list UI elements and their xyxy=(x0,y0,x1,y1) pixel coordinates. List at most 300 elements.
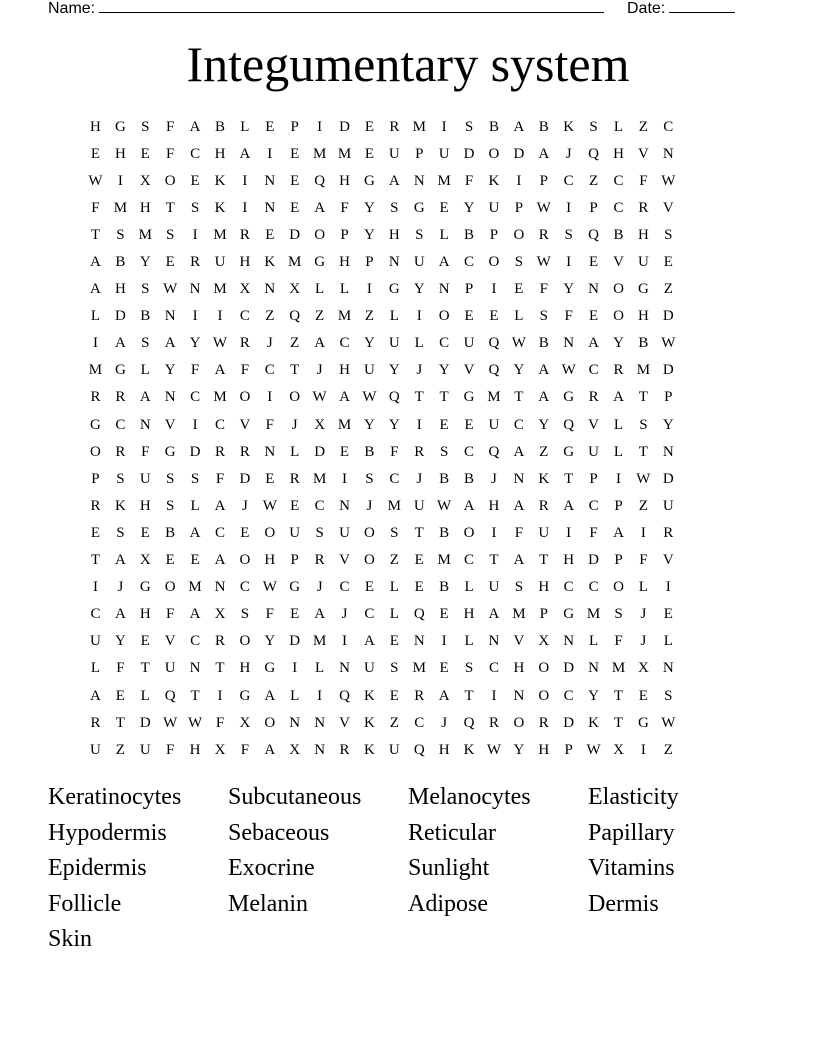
grid-letter[interactable]: U xyxy=(388,335,400,352)
grid-letter[interactable]: A xyxy=(164,335,176,352)
grid-letter[interactable]: F xyxy=(589,524,598,541)
grid-letter[interactable]: M xyxy=(213,226,227,243)
grid-letter[interactable]: C xyxy=(464,552,475,569)
grid-letter[interactable]: E xyxy=(364,579,374,596)
grid-letter[interactable]: X xyxy=(289,281,301,298)
grid-letter[interactable]: U xyxy=(538,524,550,541)
grid-letter[interactable]: S xyxy=(390,199,399,216)
grid-letter[interactable]: M xyxy=(437,172,451,189)
grid-letter[interactable]: B xyxy=(538,118,549,135)
grid-letter[interactable]: H xyxy=(388,226,400,243)
grid-letter[interactable]: J xyxy=(565,145,572,162)
grid-letter[interactable]: S xyxy=(166,470,175,487)
grid-letter[interactable]: G xyxy=(563,443,575,460)
grid-letter[interactable]: B xyxy=(613,226,624,243)
grid-letter[interactable]: C xyxy=(190,145,201,162)
grid-letter[interactable]: A xyxy=(538,389,550,406)
grid-letter[interactable]: S xyxy=(464,660,474,677)
grid-letter[interactable]: E xyxy=(165,254,175,271)
grid-letter[interactable]: I xyxy=(192,416,198,433)
grid-letter[interactable]: E xyxy=(265,226,275,243)
grid-letter[interactable]: Y xyxy=(662,416,674,433)
grid-letter[interactable]: C xyxy=(663,118,674,135)
grid-letter[interactable]: S xyxy=(141,335,150,352)
grid-letter[interactable]: E xyxy=(514,281,524,298)
grid-letter[interactable]: C xyxy=(513,416,524,433)
grid-letter[interactable]: C xyxy=(563,172,574,189)
grid-letter[interactable]: P xyxy=(589,199,598,216)
grid-letter[interactable]: Z xyxy=(539,443,549,460)
grid-letter[interactable]: F xyxy=(166,145,175,162)
grid-letter[interactable]: R xyxy=(239,226,250,243)
grid-letter[interactable]: V xyxy=(463,362,475,379)
grid-letter[interactable]: C xyxy=(488,660,499,677)
grid-letter[interactable]: L xyxy=(290,443,300,460)
grid-letter[interactable]: D xyxy=(289,226,301,243)
grid-letter[interactable]: E xyxy=(190,552,200,569)
grid-letter[interactable]: X xyxy=(314,416,326,433)
grid-letter[interactable]: D xyxy=(314,443,326,460)
grid-letter[interactable]: F xyxy=(240,362,250,379)
grid-letter[interactable]: W xyxy=(536,199,551,216)
grid-letter[interactable]: I xyxy=(342,470,348,487)
grid-letter[interactable]: U xyxy=(588,443,599,460)
grid-letter[interactable]: S xyxy=(116,226,125,243)
grid-letter[interactable]: S xyxy=(141,281,150,298)
grid-letter[interactable]: U xyxy=(139,741,151,758)
grid-letter[interactable]: C xyxy=(613,172,624,189)
grid-letter[interactable]: A xyxy=(114,335,126,352)
grid-letter[interactable]: O xyxy=(513,226,525,243)
grid-letter[interactable]: P xyxy=(564,741,573,758)
grid-letter[interactable]: S xyxy=(639,416,648,433)
grid-letter[interactable]: A xyxy=(588,335,599,352)
grid-letter[interactable]: U xyxy=(488,579,500,596)
grid-letter[interactable]: E xyxy=(140,524,150,541)
grid-letter[interactable]: I xyxy=(416,308,422,325)
grid-letter[interactable]: E xyxy=(588,254,599,271)
grid-letter[interactable]: B xyxy=(439,579,450,596)
grid-letter[interactable]: M xyxy=(512,606,526,623)
grid-letter[interactable]: N xyxy=(164,308,176,325)
grid-letter[interactable]: A xyxy=(264,741,276,758)
grid-letter[interactable]: C xyxy=(464,254,475,271)
grid-letter[interactable]: J xyxy=(366,497,373,514)
grid-letter[interactable]: U xyxy=(164,660,176,677)
grid-letter[interactable]: U xyxy=(637,254,649,271)
grid-letter[interactable]: L xyxy=(613,443,624,460)
grid-letter[interactable]: O xyxy=(164,172,176,189)
grid-letter[interactable]: Q xyxy=(563,416,575,433)
grid-letter[interactable]: I xyxy=(441,118,447,135)
grid-letter[interactable]: A xyxy=(613,524,624,541)
grid-letter[interactable]: F xyxy=(215,470,225,487)
grid-letter[interactable]: S xyxy=(539,308,548,325)
grid-letter[interactable]: I xyxy=(516,172,522,189)
grid-letter[interactable]: A xyxy=(314,199,326,216)
grid-letter[interactable]: D xyxy=(588,552,599,569)
grid-letter[interactable]: B xyxy=(464,226,475,243)
grid-letter[interactable]: R xyxy=(638,199,649,216)
grid-letter[interactable]: C xyxy=(214,524,225,541)
grid-letter[interactable]: B xyxy=(464,470,475,487)
grid-letter[interactable]: X xyxy=(538,633,550,650)
grid-letter[interactable]: E xyxy=(265,470,275,487)
grid-letter[interactable]: E xyxy=(638,687,648,704)
grid-letter[interactable]: V xyxy=(662,552,674,569)
grid-letter[interactable]: W xyxy=(661,714,676,731)
grid-letter[interactable]: L xyxy=(90,660,101,677)
grid-letter[interactable]: H xyxy=(488,497,500,514)
grid-letter[interactable]: O xyxy=(239,633,251,650)
grid-letter[interactable]: F xyxy=(390,443,399,460)
grid-letter[interactable]: P xyxy=(614,552,623,569)
grid-letter[interactable]: R xyxy=(339,741,350,758)
grid-letter[interactable]: H xyxy=(339,172,350,189)
grid-letter[interactable]: N xyxy=(588,660,599,677)
grid-letter[interactable]: E xyxy=(588,308,599,325)
grid-letter[interactable]: L xyxy=(389,308,399,325)
grid-letter[interactable]: E xyxy=(464,416,474,433)
grid-letter[interactable]: V xyxy=(662,199,674,216)
grid-letter[interactable]: E xyxy=(190,172,200,189)
grid-letter[interactable]: V xyxy=(513,633,525,650)
grid-letter[interactable]: F xyxy=(539,281,548,298)
grid-letter[interactable]: B xyxy=(214,118,225,135)
grid-letter[interactable]: O xyxy=(289,389,301,406)
grid-letter[interactable]: I xyxy=(615,470,621,487)
grid-letter[interactable]: Y xyxy=(563,281,575,298)
grid-letter[interactable]: T xyxy=(140,660,150,677)
grid-letter[interactable]: M xyxy=(138,226,152,243)
grid-letter[interactable]: S xyxy=(439,443,449,460)
grid-letter[interactable]: Y xyxy=(513,741,525,758)
grid-letter[interactable]: N xyxy=(314,741,326,758)
grid-letter[interactable]: K xyxy=(538,470,550,487)
grid-letter[interactable]: P xyxy=(415,145,424,162)
grid-letter[interactable]: F xyxy=(639,172,648,189)
grid-letter[interactable]: E xyxy=(265,118,275,135)
grid-letter[interactable]: D xyxy=(239,470,251,487)
grid-letter[interactable]: H xyxy=(339,254,350,271)
grid-letter[interactable]: F xyxy=(91,199,100,216)
grid-letter[interactable]: S xyxy=(116,524,125,541)
grid-letter[interactable]: G xyxy=(364,172,375,189)
grid-letter[interactable]: N xyxy=(264,443,276,460)
grid-letter[interactable]: C xyxy=(339,335,350,352)
grid-letter[interactable]: C xyxy=(364,606,375,623)
grid-letter[interactable]: A xyxy=(438,687,450,704)
grid-letter[interactable]: F xyxy=(639,552,648,569)
grid-letter[interactable]: W xyxy=(163,714,178,731)
grid-letter[interactable]: A xyxy=(189,118,201,135)
grid-letter[interactable]: W xyxy=(262,497,277,514)
grid-letter[interactable]: O xyxy=(613,281,624,298)
grid-letter[interactable]: U xyxy=(139,470,151,487)
grid-letter[interactable]: F xyxy=(614,633,623,650)
grid-letter[interactable]: R xyxy=(115,443,126,460)
grid-letter[interactable]: U xyxy=(364,660,375,677)
grid-letter[interactable]: J xyxy=(266,335,273,352)
grid-letter[interactable]: S xyxy=(464,118,474,135)
grid-letter[interactable]: E xyxy=(165,552,175,569)
grid-letter[interactable]: T xyxy=(439,389,449,406)
grid-letter[interactable]: Q xyxy=(314,172,326,189)
grid-letter[interactable]: R xyxy=(90,714,101,731)
grid-letter[interactable]: U xyxy=(438,145,450,162)
grid-letter[interactable]: M xyxy=(88,362,103,379)
grid-letter[interactable]: N xyxy=(264,172,276,189)
grid-letter[interactable]: G xyxy=(139,579,151,596)
grid-letter[interactable]: X xyxy=(139,552,151,569)
grid-letter[interactable]: A xyxy=(513,118,525,135)
grid-letter[interactable]: Q xyxy=(463,714,475,731)
grid-letter[interactable]: A xyxy=(189,606,201,623)
grid-letter[interactable]: Z xyxy=(663,741,673,758)
grid-letter[interactable]: A xyxy=(114,606,126,623)
grid-letter[interactable]: G xyxy=(563,606,575,623)
grid-letter[interactable]: C xyxy=(389,470,400,487)
grid-letter[interactable]: G xyxy=(289,579,301,596)
grid-letter[interactable]: A xyxy=(563,497,575,514)
grid-letter[interactable]: N xyxy=(662,443,674,460)
grid-letter[interactable]: X xyxy=(214,606,226,623)
grid-letter[interactable]: B xyxy=(638,335,649,352)
grid-letter[interactable]: M xyxy=(188,579,202,596)
grid-letter[interactable]: H xyxy=(637,308,649,325)
grid-letter[interactable]: A xyxy=(264,687,276,704)
grid-letter[interactable]: Z xyxy=(115,741,125,758)
grid-letter[interactable]: A xyxy=(314,335,326,352)
grid-letter[interactable]: U xyxy=(463,335,475,352)
grid-letter[interactable]: X xyxy=(139,172,151,189)
grid-letter[interactable]: B xyxy=(439,470,450,487)
grid-letter[interactable]: S xyxy=(614,606,623,623)
grid-letter[interactable]: Y xyxy=(114,633,126,650)
grid-letter[interactable]: O xyxy=(90,443,101,460)
grid-letter[interactable]: T xyxy=(638,443,648,460)
grid-letter[interactable]: P xyxy=(290,552,299,569)
grid-letter[interactable]: T xyxy=(564,470,574,487)
grid-letter[interactable]: D xyxy=(662,308,674,325)
grid-letter[interactable]: D xyxy=(563,660,575,677)
grid-letter[interactable]: Y xyxy=(463,199,475,216)
grid-letter[interactable]: L xyxy=(290,687,300,704)
grid-letter[interactable]: Y xyxy=(438,362,450,379)
grid-letter[interactable]: X xyxy=(239,281,251,298)
grid-letter[interactable]: U xyxy=(214,254,226,271)
grid-letter[interactable]: U xyxy=(388,145,400,162)
grid-letter[interactable]: G xyxy=(563,389,575,406)
grid-letter[interactable]: P xyxy=(614,497,623,514)
grid-letter[interactable]: R xyxy=(588,389,599,406)
grid-letter[interactable]: L xyxy=(240,118,250,135)
grid-letter[interactable]: R xyxy=(538,497,549,514)
grid-letter[interactable]: D xyxy=(114,308,126,325)
grid-letter[interactable]: O xyxy=(314,226,326,243)
grid-letter[interactable]: Y xyxy=(139,254,151,271)
grid-letter[interactable]: B xyxy=(538,335,549,352)
grid-letter[interactable]: H xyxy=(139,199,151,216)
grid-letter[interactable]: S xyxy=(664,226,673,243)
grid-letter[interactable]: A xyxy=(538,362,550,379)
grid-letter[interactable]: C xyxy=(439,335,450,352)
grid-letter[interactable]: W xyxy=(511,335,526,352)
grid-letter[interactable]: Z xyxy=(389,552,399,569)
grid-letter[interactable]: Q xyxy=(388,389,400,406)
grid-letter[interactable]: Q xyxy=(339,687,350,704)
grid-letter[interactable]: O xyxy=(488,254,500,271)
grid-letter[interactable]: V xyxy=(164,633,176,650)
grid-letter[interactable]: P xyxy=(365,254,374,271)
grid-letter[interactable]: B xyxy=(165,524,176,541)
grid-letter[interactable]: D xyxy=(189,443,201,460)
grid-letter[interactable]: L xyxy=(339,281,350,298)
grid-letter[interactable]: O xyxy=(364,524,375,541)
grid-letter[interactable]: I xyxy=(366,281,372,298)
grid-letter[interactable]: I xyxy=(242,199,248,216)
grid-letter[interactable]: G xyxy=(388,281,400,298)
grid-letter[interactable]: B xyxy=(364,443,375,460)
grid-letter[interactable]: T xyxy=(489,552,499,569)
grid-letter[interactable]: M xyxy=(337,416,352,433)
grid-letter[interactable]: P xyxy=(539,172,548,189)
grid-letter[interactable]: O xyxy=(613,579,624,596)
grid-letter[interactable]: A xyxy=(613,389,624,406)
grid-letter[interactable]: G xyxy=(114,118,126,135)
grid-letter[interactable]: U xyxy=(488,416,500,433)
grid-letter[interactable]: K xyxy=(114,497,126,514)
grid-letter[interactable]: S xyxy=(190,199,200,216)
grid-letter[interactable]: C xyxy=(588,579,599,596)
grid-letter[interactable]: U xyxy=(90,633,101,650)
grid-letter[interactable]: A xyxy=(114,552,126,569)
grid-letter[interactable]: N xyxy=(264,281,276,298)
grid-letter[interactable]: W xyxy=(163,281,178,298)
grid-letter[interactable]: Q xyxy=(289,308,301,325)
grid-letter[interactable]: S xyxy=(514,254,524,271)
grid-letter[interactable]: Y xyxy=(413,281,425,298)
grid-letter[interactable]: D xyxy=(289,633,301,650)
grid-letter[interactable]: D xyxy=(339,118,350,135)
grid-letter[interactable]: A xyxy=(214,497,226,514)
grid-letter[interactable]: M xyxy=(337,308,352,325)
grid-letter[interactable]: A xyxy=(463,497,475,514)
grid-letter[interactable]: M xyxy=(611,660,626,677)
grid-letter[interactable]: C xyxy=(190,389,201,406)
grid-letter[interactable]: R xyxy=(488,714,499,731)
grid-letter[interactable]: A xyxy=(339,389,350,406)
grid-letter[interactable]: I xyxy=(217,687,223,704)
grid-letter[interactable]: A xyxy=(90,281,101,298)
grid-letter[interactable]: Z xyxy=(638,118,648,135)
grid-letter[interactable]: L xyxy=(663,633,673,650)
grid-letter[interactable]: H xyxy=(463,606,475,623)
grid-letter[interactable]: B xyxy=(488,118,499,135)
grid-letter[interactable]: C xyxy=(414,714,425,731)
grid-letter[interactable]: W xyxy=(561,362,576,379)
grid-letter[interactable]: J xyxy=(491,470,497,487)
grid-letter[interactable]: E xyxy=(389,687,399,704)
grid-letter[interactable]: E xyxy=(414,552,424,569)
grid-letter[interactable]: I xyxy=(640,524,646,541)
grid-letter[interactable]: Y xyxy=(613,335,624,352)
grid-letter[interactable]: O xyxy=(264,714,276,731)
grid-letter[interactable]: J xyxy=(241,497,248,514)
grid-letter[interactable]: L xyxy=(464,633,474,650)
grid-letter[interactable]: F xyxy=(215,714,225,731)
grid-letter[interactable]: Q xyxy=(164,687,176,704)
grid-letter[interactable]: G xyxy=(314,254,326,271)
grid-letter[interactable]: U xyxy=(662,497,674,514)
grid-letter[interactable]: H xyxy=(139,606,151,623)
grid-letter[interactable]: E xyxy=(140,145,150,162)
grid-letter[interactable]: N xyxy=(339,497,350,514)
grid-letter[interactable]: N xyxy=(563,633,575,650)
grid-letter[interactable]: U xyxy=(413,254,425,271)
grid-letter[interactable]: S xyxy=(664,687,673,704)
grid-letter[interactable]: Z xyxy=(638,497,648,514)
grid-letter[interactable]: A xyxy=(189,524,201,541)
grid-letter[interactable]: O xyxy=(613,308,624,325)
grid-letter[interactable]: I xyxy=(217,308,223,325)
grid-letter[interactable]: J xyxy=(316,579,323,596)
grid-letter[interactable]: P xyxy=(464,281,474,298)
grid-letter[interactable]: O xyxy=(463,524,475,541)
grid-letter[interactable]: Z xyxy=(315,308,325,325)
grid-letter[interactable]: S xyxy=(240,606,250,623)
grid-letter[interactable]: M xyxy=(288,254,302,271)
grid-letter[interactable]: Y xyxy=(164,362,176,379)
grid-letter[interactable]: M xyxy=(213,281,227,298)
grid-letter[interactable]: S xyxy=(166,497,175,514)
grid-letter[interactable]: R xyxy=(214,443,225,460)
grid-letter[interactable]: N xyxy=(563,335,575,352)
grid-letter[interactable]: I xyxy=(416,416,422,433)
grid-letter[interactable]: D xyxy=(563,714,575,731)
grid-letter[interactable]: S xyxy=(166,226,175,243)
grid-letter[interactable]: N xyxy=(413,172,425,189)
grid-letter[interactable]: K xyxy=(588,714,599,731)
grid-letter[interactable]: H xyxy=(114,145,126,162)
grid-letter[interactable]: E xyxy=(489,308,499,325)
grid-letter[interactable]: A xyxy=(314,606,326,623)
grid-letter[interactable]: E xyxy=(414,579,424,596)
grid-letter[interactable]: P xyxy=(539,606,548,623)
grid-letter[interactable]: W xyxy=(312,389,327,406)
grid-letter[interactable]: F xyxy=(340,199,349,216)
grid-letter[interactable]: O xyxy=(364,552,375,569)
grid-letter[interactable]: J xyxy=(117,579,124,596)
grid-letter[interactable]: E xyxy=(364,118,374,135)
grid-letter[interactable]: R xyxy=(414,687,425,704)
grid-letter[interactable]: H xyxy=(264,552,276,569)
grid-letter[interactable]: Y xyxy=(364,416,375,433)
grid-letter[interactable]: O xyxy=(488,145,500,162)
grid-letter[interactable]: U xyxy=(413,497,425,514)
grid-letter[interactable]: V xyxy=(637,145,649,162)
grid-letter[interactable]: W xyxy=(362,389,377,406)
grid-letter[interactable]: R xyxy=(190,254,201,271)
date-blank-line[interactable] xyxy=(669,0,735,13)
grid-letter[interactable]: X xyxy=(613,741,624,758)
grid-letter[interactable]: L xyxy=(90,308,101,325)
grid-letter[interactable]: E xyxy=(364,145,374,162)
grid-letter[interactable]: C xyxy=(464,443,475,460)
grid-letter[interactable]: U xyxy=(364,362,375,379)
date-field[interactable] xyxy=(627,0,735,19)
grid-letter[interactable]: J xyxy=(291,416,298,433)
